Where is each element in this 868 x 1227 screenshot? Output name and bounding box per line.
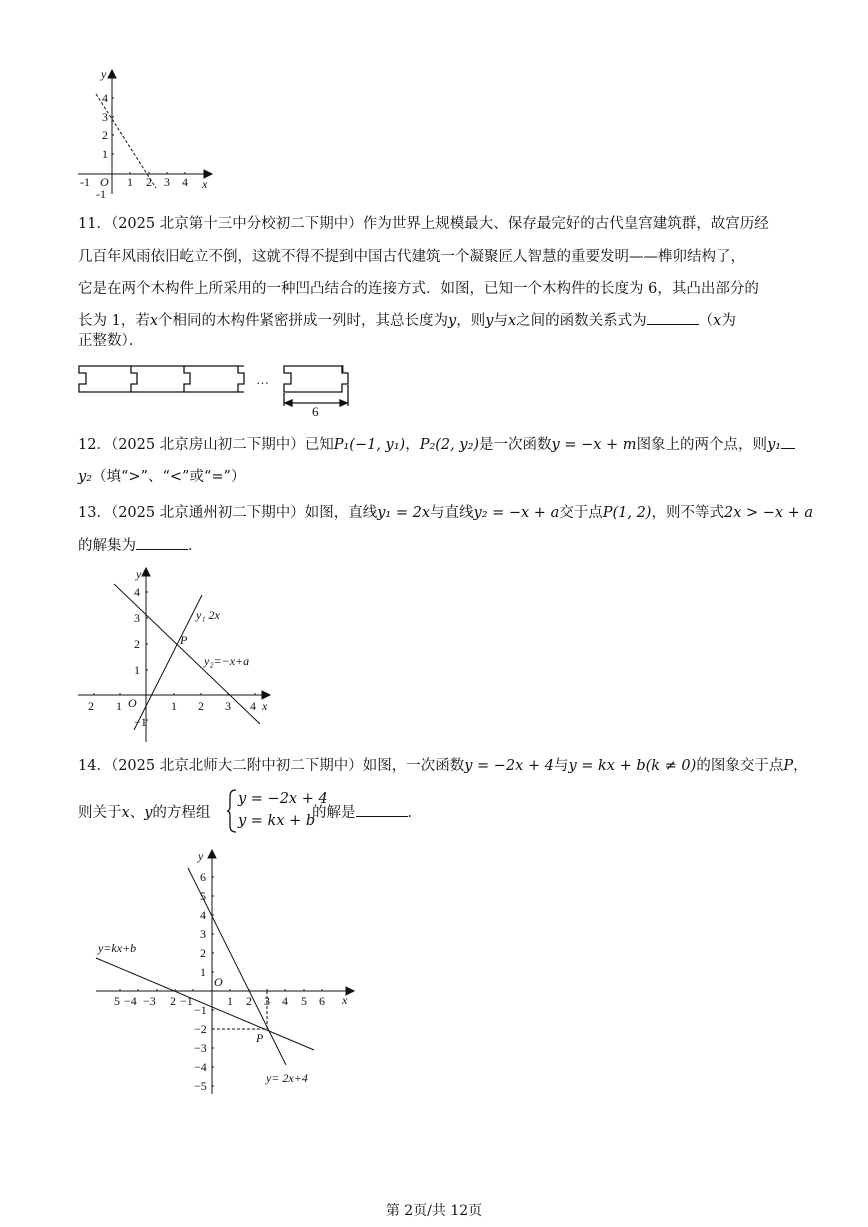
graph-q10 <box>72 64 222 199</box>
y-tick-label: -1 <box>96 187 106 199</box>
q13-text: ，则不等式 <box>651 505 724 521</box>
q11-line-1: 11．（2025 北京第十三中分校初二下期中）作为世界上规模最大、保存最完好的古代皇宫建筑群，故宫历经 <box>78 216 769 232</box>
equation-y2: y₂ = −x + a <box>473 505 560 521</box>
y-axis-arrow <box>108 70 116 78</box>
q14-text: 与 <box>553 758 569 774</box>
q14-line-2-end <box>312 802 422 824</box>
q14-text: ． <box>407 805 422 821</box>
wood-piece-2 <box>131 366 190 392</box>
x-tick-label: 2 <box>198 699 204 713</box>
q11-text: ，则 <box>456 313 486 329</box>
equation-1: y = −2x + 4 <box>464 758 554 774</box>
x-tick-label: −3 <box>143 994 156 1008</box>
y-tick-label: −5 <box>194 1079 207 1093</box>
dim-arrow-right <box>340 400 347 406</box>
wood-piece-last <box>284 366 348 392</box>
x-tick-label: 4 <box>250 699 256 713</box>
y-tick-label: 4 <box>102 91 108 105</box>
q14-text: 的图象交于点 <box>696 758 784 774</box>
y-tick-label: 1 <box>102 147 108 161</box>
x-tick-label: 6 <box>319 994 325 1008</box>
dots: … <box>256 372 269 387</box>
x-tick-label: 5 <box>114 994 120 1008</box>
y-tick-label: 5 <box>200 889 206 903</box>
x-tick-label: 3 <box>225 699 231 713</box>
wood-piece-3 <box>184 366 244 392</box>
x-tick-label: 1 <box>116 699 122 713</box>
x-tick-label: 5 <box>301 994 307 1008</box>
var-y2: y₂ <box>78 469 93 485</box>
q12-text: （填“>”、“<”或“=”） <box>92 469 246 485</box>
point-p: P(1, 2) <box>602 505 652 521</box>
answer-blank[interactable] <box>647 310 699 325</box>
q12-line-2 <box>78 466 245 488</box>
y-tick-label: 1 <box>200 965 206 979</box>
q14-line-1 <box>78 755 808 777</box>
x-tick-label: 1 <box>127 175 133 189</box>
origin-label: O <box>214 975 223 989</box>
x-axis-label: x <box>202 177 208 191</box>
var-y: y <box>448 313 457 329</box>
point-p-label: P <box>256 1031 264 1045</box>
x-axis-label: x <box>342 993 348 1007</box>
var-x: x <box>149 313 159 329</box>
q14-text: ， <box>793 758 808 774</box>
line-2x-label: y= 2x+4 <box>266 1071 308 1085</box>
q13-text: 的解集为 <box>78 538 136 554</box>
x-tick-label: 3 <box>264 994 270 1008</box>
graph-q14 <box>92 846 362 1096</box>
q11-line-4 <box>78 310 736 332</box>
q14-text: 则关于 <box>78 805 122 821</box>
y-axis-arrow <box>142 568 150 576</box>
system-eq-2: y = kx + b <box>238 813 316 829</box>
q11-text: 之间的函数关系式为 <box>516 313 647 329</box>
q13-text: 交于点 <box>559 505 603 521</box>
x-tick-label: 2 <box>170 994 176 1008</box>
dim-arrow-left <box>285 400 292 406</box>
q11-text: 长为 1，若 <box>78 313 150 329</box>
wood-piece-1 <box>79 366 137 392</box>
equation-system <box>226 788 328 834</box>
x-tick-label: 2 <box>246 994 252 1008</box>
var-y: y <box>144 805 153 821</box>
q14-text: 的解是 <box>312 805 356 821</box>
x-tick-label: 2 <box>146 175 152 189</box>
y-tick-label: −1 <box>194 1003 207 1017</box>
x-tick-label: 3 <box>164 175 170 189</box>
q11-line-2: 几百年风雨依旧屹立不倒，这就不得不提到中国古代建筑一个凝聚匠人智慧的重要发明——榫卯结构了， <box>78 249 745 265</box>
answer-blank[interactable] <box>136 535 188 550</box>
point-p: P <box>783 758 794 774</box>
condition: (k ≠ 0) <box>645 758 697 774</box>
y-tick-label: 4 <box>200 908 206 922</box>
y-tick-label: 3 <box>102 110 108 124</box>
origin-label: O <box>128 696 137 710</box>
q12-line-1 <box>78 434 795 456</box>
inequality: 2x > −x + a <box>723 505 814 521</box>
y-tick-label: 3 <box>134 611 140 625</box>
x-tick-label: 2 <box>88 699 94 713</box>
x-axis-label: x <box>262 699 268 713</box>
q14-text: 14．（2025 北京北师大二附中初二下期中）如图，一次函数 <box>78 758 465 774</box>
answer-blank[interactable] <box>781 434 795 449</box>
var-x: x <box>713 313 722 329</box>
q13-line-1 <box>78 502 813 524</box>
function-expr: y = −x + m <box>551 437 637 453</box>
page-footer: 第 2页/共 12页 <box>385 1203 483 1219</box>
y-tick-label: 3 <box>200 927 206 941</box>
x-tick-label: −4 <box>124 994 137 1008</box>
x-tick-label: 1 <box>227 994 233 1008</box>
system-brace <box>226 788 238 834</box>
var-y: y <box>485 313 494 329</box>
var-x: x <box>121 805 130 821</box>
x-tick-label: −1 <box>180 994 193 1008</box>
y-tick-label: 2 <box>200 946 206 960</box>
y-tick-label: −2 <box>194 1022 207 1036</box>
line-y1-label: y₁ 2x <box>196 608 220 622</box>
wood-piece-4 <box>238 366 244 392</box>
q11-line-5: 正整数）． <box>78 333 144 349</box>
point-p2: P₂(2, y₂) <box>419 437 480 453</box>
system-eq-1: y = −2x + 4 <box>238 791 328 807</box>
q14-text: 的方程组 <box>152 805 211 821</box>
q13-text: 与直线 <box>430 505 474 521</box>
line-kx-label: y=kx+b <box>98 941 137 955</box>
q11-text: （ <box>698 313 714 329</box>
y-tick-label: 6 <box>200 870 206 884</box>
point-p-label: P <box>180 633 188 647</box>
y-axis-label: y <box>136 567 142 581</box>
x-axis-arrow <box>262 691 270 699</box>
y-tick-label: 1 <box>134 663 140 677</box>
y-tick-label: 2 <box>134 637 140 651</box>
x-tick-label: -1 <box>80 175 90 189</box>
q11-text: 个相同的木构件紧密拼成一列时，其总长度为 <box>158 313 449 329</box>
tenon-length-label: 1 <box>340 363 346 375</box>
q12-text: ， <box>405 437 420 453</box>
var-y1: y₁ <box>767 437 782 453</box>
q12-text: 是一次函数 <box>479 437 552 453</box>
y-tick-label: 4 <box>134 585 140 599</box>
equation-2: y = kx + b <box>568 758 646 774</box>
x-tick-label: 1 <box>171 699 177 713</box>
equation-y1: y₁ = 2x <box>377 505 430 521</box>
q13-text: 13．（2025 北京通州初二下期中）如图，直线 <box>78 505 378 521</box>
q13-line-2 <box>78 535 203 557</box>
q12-text: 12．（2025 北京房山初二下期中）已知 <box>78 437 334 453</box>
y-axis-label: y <box>198 849 204 863</box>
line-y2-label: y₂=−x+a <box>204 654 250 668</box>
point-p1: P₁(−1, y₁) <box>333 437 406 453</box>
mortise-tenon-figure <box>76 362 356 420</box>
y-axis-label: y <box>101 67 107 81</box>
line-y1 <box>134 595 202 730</box>
x-tick-label: 4 <box>182 175 188 189</box>
x-tick-label: 4 <box>282 994 288 1008</box>
q12-text: 图象上的两个点，则 <box>636 437 768 453</box>
answer-blank[interactable] <box>356 802 408 817</box>
origin-label: O <box>100 175 109 189</box>
q11-text: 与 <box>493 313 508 329</box>
q14-text: 、 <box>129 805 145 821</box>
var-x: x <box>507 313 517 329</box>
y-axis-arrow <box>208 850 216 858</box>
length-label: 6 <box>312 404 319 419</box>
q13-text: ． <box>188 538 203 554</box>
q11-line-3: 它是在两个木构件上所采用的一种凹凸结合的连接方式．如图，已知一个木构件的长度为 6，其凸出部分的 <box>78 281 759 297</box>
y-tick-label: −1 <box>134 715 147 729</box>
y-tick-label: −4 <box>194 1060 207 1074</box>
q11-text: 为 <box>721 313 736 329</box>
y-tick-label: −3 <box>194 1041 207 1055</box>
graph-q13 <box>76 562 276 744</box>
q14-line-2 <box>78 802 210 824</box>
y-tick-label: 2 <box>102 128 108 142</box>
